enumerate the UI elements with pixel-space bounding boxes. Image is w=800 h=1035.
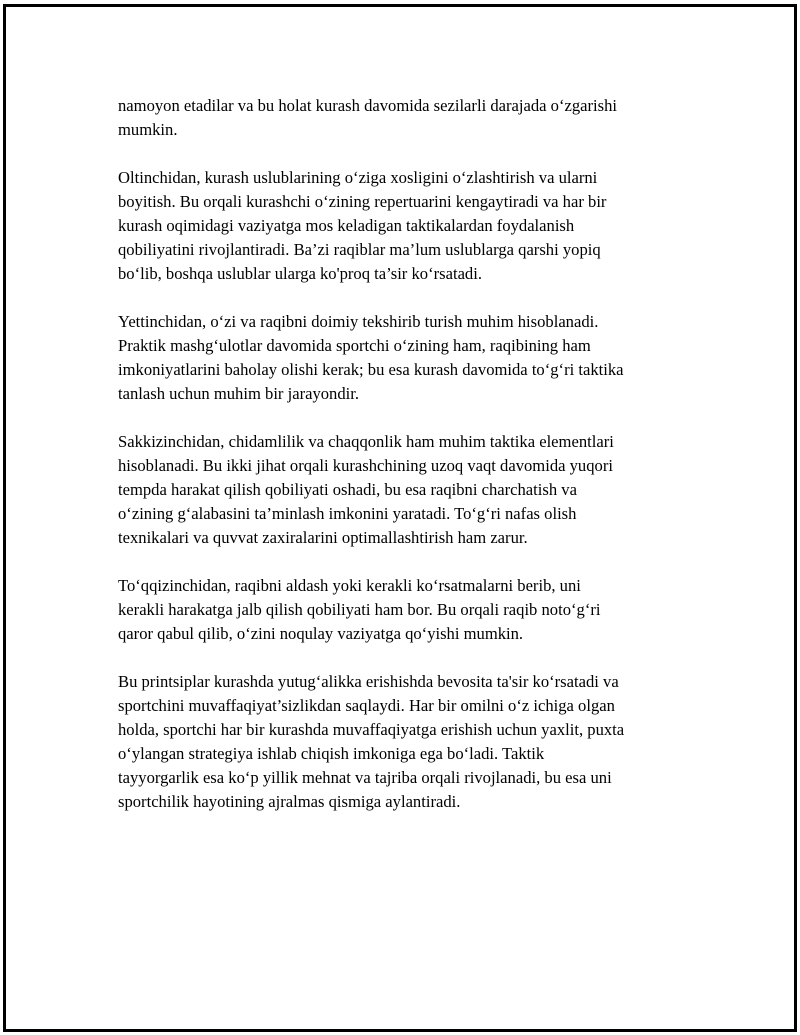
text-line: sportchilik hayotining ajralmas qismiga aylantiradi. bbox=[118, 792, 461, 811]
text-line: texnikalari va quvvat zaxiralarini optimallashtirish ham zarur. bbox=[118, 528, 528, 547]
text-line: bo‘lib, boshqa uslublar ularga ko'proq ta’sir ko‘rsatadi. bbox=[118, 264, 482, 283]
text-line: hisoblanadi. Bu ikki jihat orqali kurashchining uzoq vaqt davomida yuqori bbox=[118, 456, 613, 475]
text-line: imkoniyatlarini baholay olishi kerak; bu esa kurash davomida to‘g‘ri taktika bbox=[118, 360, 624, 379]
text-line: sportchini muvaffaqiyat’sizlikdan saqlaydi. Har bir omilni o‘z ichiga olgan bbox=[118, 696, 615, 715]
text-line: boyitish. Bu orqali kurashchi o‘zining repertuarini kengaytiradi va har bir bbox=[118, 192, 607, 211]
text-line: Yettinchidan, o‘zi va raqibni doimiy tekshirib turish muhim hisoblanadi. bbox=[118, 312, 599, 331]
paragraph-conclusion bbox=[118, 670, 688, 814]
paragraph-sakkizinchidan bbox=[118, 430, 688, 550]
text-line: namoyon etadilar va bu holat kurash davomida sezilarli darajada o‘zgarishi bbox=[118, 96, 618, 115]
text-line: Bu printsiplar kurashda yutug‘alikka erishishda bevosita ta'sir ko‘rsatadi va bbox=[118, 672, 619, 691]
text-line: qaror qabul qilib, o‘zini noqulay vaziyatga qo‘yishi mumkin. bbox=[118, 624, 524, 643]
text-line: tayyorgarlik esa ko‘p yillik mehnat va tajriba orqali rivojlanadi, bu esa uni bbox=[118, 768, 612, 787]
text-line: holda, sportchi har bir kurashda muvaffaqiyatga erishish uchun yaxlit, puxta bbox=[118, 720, 625, 739]
text-line: kerakli harakatga jalb qilish qobiliyati ham bor. Bu orqali raqib noto‘g‘ri bbox=[118, 600, 601, 619]
text-line: tempda harakat qilish qobiliyati oshadi, bu esa raqibni charchatish va bbox=[118, 480, 577, 499]
text-line: mumkin. bbox=[118, 120, 178, 139]
document-body bbox=[118, 94, 688, 838]
paragraph-yettinchidan bbox=[118, 310, 688, 406]
text-line: Praktik mashg‘ulotlar davomida sportchi o‘zining ham, raqibining ham bbox=[118, 336, 591, 355]
text-line: Sakkizinchidan, chidamlilik va chaqqonlik ham muhim taktika elementlari bbox=[118, 432, 614, 451]
text-line: qobiliyatini rivojlantiradi. Ba’zi raqiblar ma’lum uslublarga qarshi yopiq bbox=[118, 240, 601, 259]
text-line: Oltinchidan, kurash uslublarining o‘ziga xosligini o‘zlashtirish va ularni bbox=[118, 168, 598, 187]
paragraph-continuation bbox=[118, 94, 688, 142]
text-line: To‘qqizinchidan, raqibni aldash yoki kerakli ko‘rsatmalarni berib, uni bbox=[118, 576, 581, 595]
paragraph-oltinchidan bbox=[118, 166, 688, 286]
text-line: o‘zining g‘alabasini ta’minlash imkonini yaratadi. To‘g‘ri nafas olish bbox=[118, 504, 577, 523]
text-line: o‘ylangan strategiya ishlab chiqish imkoniga ega bo‘ladi. Taktik bbox=[118, 744, 545, 763]
text-line: kurash oqimidagi vaziyatga mos keladigan taktikalardan foydalanish bbox=[118, 216, 575, 235]
paragraph-toqqizinchidan bbox=[118, 574, 688, 646]
text-line: tanlash uchun muhim bir jarayondir. bbox=[118, 384, 360, 403]
